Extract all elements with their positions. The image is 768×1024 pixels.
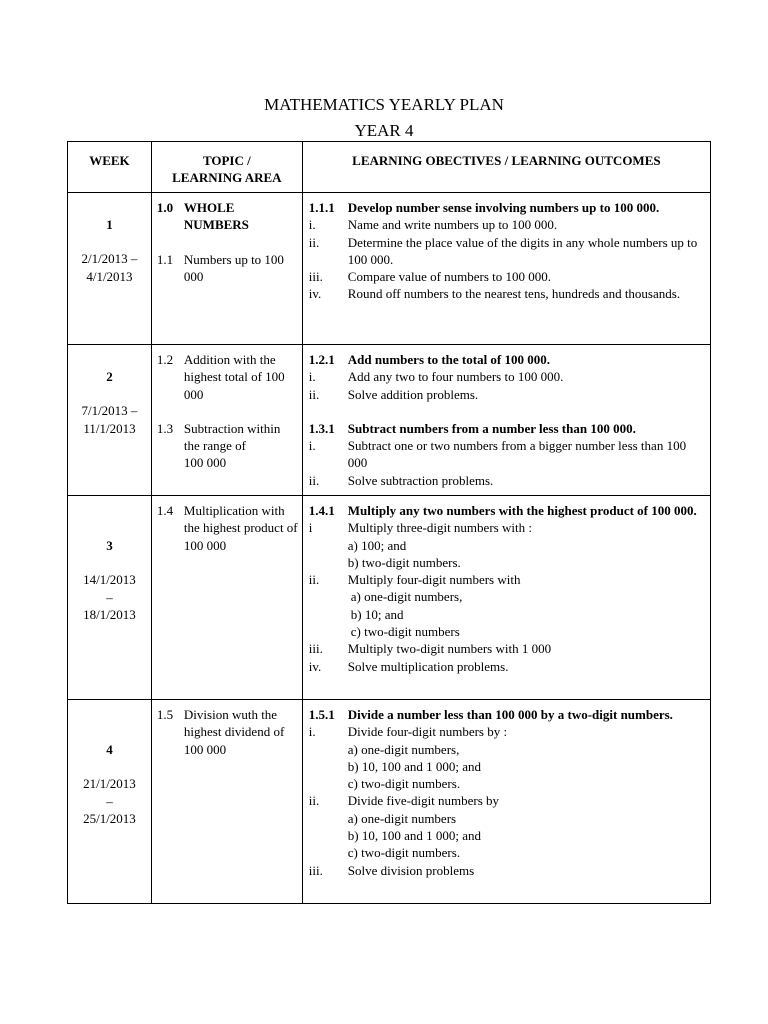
topic-cell <box>151 345 302 496</box>
week-cell <box>68 345 152 496</box>
outcome-item: i. Add any two to four numbers to 100 000. <box>308 369 564 385</box>
outcome-subitem: a) one-digit numbers, <box>350 589 463 605</box>
week-dates: 21/1/2013 – 25/1/2013 <box>83 776 136 826</box>
objective-heading: 1.2.1 Add numbers to the total of 100 000. <box>308 352 551 367</box>
outcome-item: iii. Multiply two-digit numbers with 1 000 <box>308 641 552 657</box>
yearly-plan-table <box>67 141 711 904</box>
topic-item: 1.5 Division wuth the highest dividend of 100 000 <box>156 707 285 757</box>
week-cell <box>68 193 152 345</box>
outcome-subitem: a) 100; and <box>347 537 407 553</box>
topic-item: 1.2 Addition with the highest total of 100 000 <box>156 352 285 402</box>
outcome-subitem: c) two-digit numbers. <box>347 776 461 792</box>
outcome-item: iv. Round off numbers to the nearest tens, hundreds and thousands. <box>308 286 681 302</box>
header-objectives: LEARNING OBECTIVES / LEARNING OUTCOMES <box>302 142 710 193</box>
outcome-subitem: b) 10; and <box>350 606 404 622</box>
outcome-subitem: b) 10, 100 and 1 000; and <box>347 758 482 774</box>
week-dates: 7/1/2013 – 11/1/2013 <box>81 403 138 436</box>
table-row <box>68 345 711 496</box>
week-dates: 2/1/2013 – 4/1/2013 <box>81 251 138 284</box>
outcome-item: i. Name and write numbers up to 100 000. <box>308 217 558 233</box>
topic-cell <box>151 496 302 700</box>
objective-heading: 1.5.1 Divide a number less than 100 000 by a two-digit numbers. <box>308 707 673 722</box>
outcome-subitem: c) two-digit numbers <box>350 624 460 640</box>
week-dates: 14/1/2013 – 18/1/2013 <box>83 572 136 622</box>
topic-item: 1.4 Multiplication with the highest product of <box>156 503 298 536</box>
document-subtitle: YEAR 4 <box>354 121 414 140</box>
topic-cell <box>151 700 302 904</box>
outcome-item: iii. Solve division problems <box>308 862 475 878</box>
week-cell <box>68 496 152 700</box>
outcome-item: ii. Multiply four-digit numbers with <box>308 572 521 588</box>
outcome-subitem: a) one-digit numbers, <box>347 741 460 757</box>
outcome-item: i. Subtract one or two numbers from a bigger number less than 100 000 <box>308 438 687 471</box>
outcome-item: ii. Solve subtraction problems. <box>308 472 494 488</box>
week-number: 3 <box>106 538 113 553</box>
outcome-subitem: b) two-digit numbers. <box>347 554 461 570</box>
table-row <box>68 496 711 700</box>
week-number: 1 <box>106 217 113 232</box>
week-number: 4 <box>106 742 113 757</box>
topic-item: 1.1 Numbers up to 100 000 <box>156 251 284 284</box>
topic-item: 100 000 <box>183 537 227 553</box>
outcome-subitem: b) 10, 100 and 1 000; and <box>347 828 482 844</box>
document-header <box>0 92 768 144</box>
objectives-cell <box>302 700 710 904</box>
outcome-subitem: c) two-digit numbers. <box>347 845 461 861</box>
topic-cell <box>151 193 302 345</box>
outcome-item: ii. Solve addition problems. <box>308 386 479 402</box>
outcome-item: ii. Determine the place value of the digits in any whole numbers up to 100 000. <box>308 234 698 267</box>
outcome-subitem: a) one-digit numbers <box>347 810 457 826</box>
objective-heading: 1.1.1 Develop number sense involving numbers up to 100 000. <box>308 200 660 215</box>
objectives-cell <box>302 496 710 700</box>
table-row <box>68 193 711 345</box>
header-week: WEEK <box>68 142 152 193</box>
header-topic: TOPIC / LEARNING AREA <box>151 142 302 193</box>
outcome-item: i. Divide four-digit numbers by : <box>308 724 508 740</box>
outcome-item: ii. Divide five-digit numbers by <box>308 793 500 809</box>
topic-item: 1.0 WHOLE NUMBERS <box>156 200 249 233</box>
table-row <box>68 700 711 904</box>
objective-heading: 1.3.1 Subtract numbers from a number less than 100 000. <box>308 420 636 436</box>
topic-item: 1.3 Subtraction within the range of <box>156 420 281 454</box>
topic-item: 100 000 <box>183 455 227 471</box>
objectives-cell <box>302 345 710 496</box>
outcome-item: iv. Solve multiplication problems. <box>308 658 509 674</box>
objectives-cell <box>302 193 710 345</box>
outcome-item: i Multiply three-digit numbers with : <box>308 520 532 536</box>
objective-heading: 1.4.1 Multiply any two numbers with the highest product of 100 000. <box>308 503 697 518</box>
week-number: 2 <box>106 369 113 384</box>
document-title: MATHEMATICS YEARLY PLAN <box>264 95 504 114</box>
outcome-item: iii. Compare value of numbers to 100 000. <box>308 269 552 285</box>
table-header-row <box>68 142 711 193</box>
week-cell <box>68 700 152 904</box>
